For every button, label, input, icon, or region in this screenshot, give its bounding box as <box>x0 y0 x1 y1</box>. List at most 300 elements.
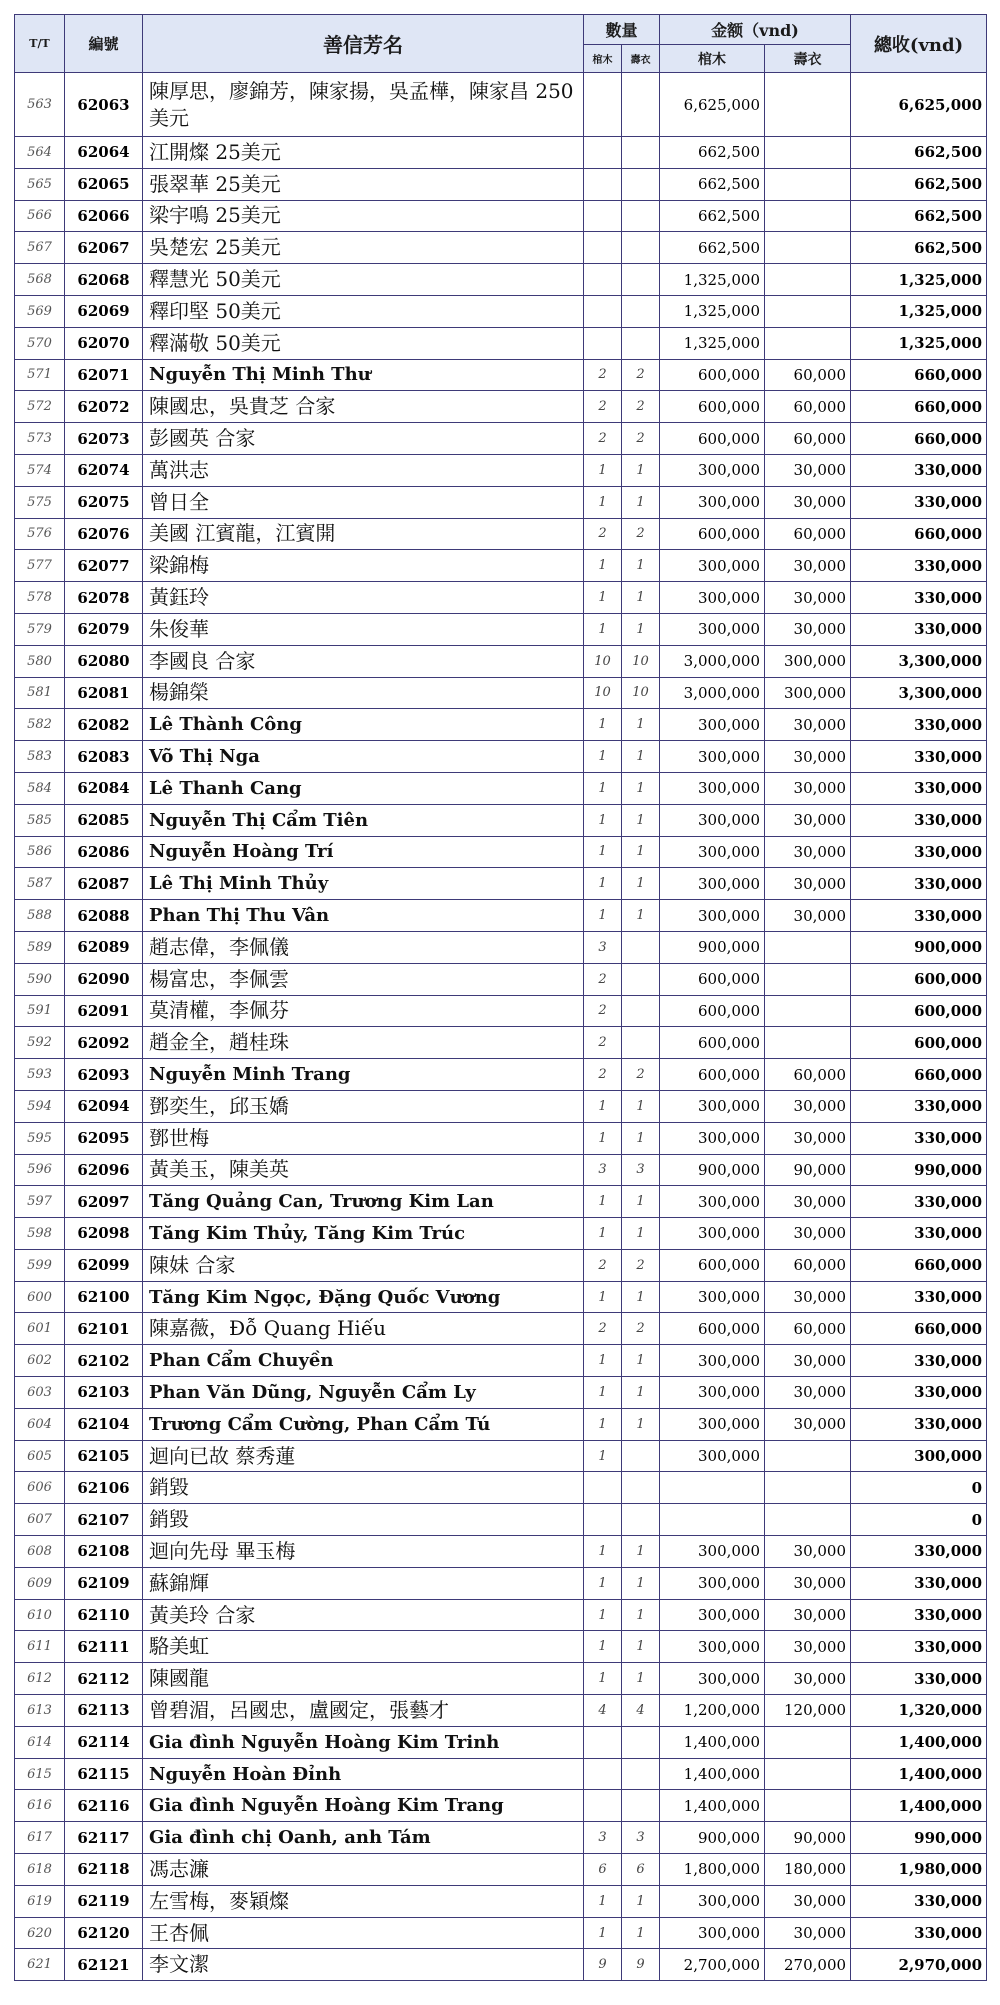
row-code: 62065 <box>65 168 143 200</box>
row-qty-coffin: 1 <box>584 550 622 582</box>
row-code: 62108 <box>65 1536 143 1568</box>
row-qty-robe: 1 <box>622 1631 660 1663</box>
header-amount-robe: 壽衣 <box>765 45 851 73</box>
row-total: 330,000 <box>851 1122 987 1154</box>
row-total: 1,325,000 <box>851 264 987 296</box>
row-qty-coffin: 9 <box>584 1949 622 1981</box>
row-code: 62102 <box>65 1345 143 1377</box>
row-amount-coffin: 600,000 <box>660 518 765 550</box>
row-amount-robe: 30,000 <box>765 486 851 518</box>
row-amount-coffin: 300,000 <box>660 741 765 773</box>
row-qty-coffin <box>584 1758 622 1790</box>
row-qty-robe: 1 <box>622 1090 660 1122</box>
row-amount-robe: 30,000 <box>765 613 851 645</box>
row-qty-coffin: 1 <box>584 1631 622 1663</box>
row-qty-robe: 1 <box>622 804 660 836</box>
row-code: 62101 <box>65 1313 143 1345</box>
row-name: 黃鈺玲 <box>143 582 584 614</box>
table-row <box>15 1313 987 1345</box>
row-qty-coffin: 1 <box>584 454 622 486</box>
row-code: 62115 <box>65 1758 143 1790</box>
row-qty-coffin: 2 <box>584 391 622 423</box>
row-qty-robe <box>622 995 660 1027</box>
row-tt: 580 <box>15 645 65 677</box>
row-total: 900,000 <box>851 931 987 963</box>
row-code: 62117 <box>65 1822 143 1854</box>
row-name: 李國良 合家 <box>143 645 584 677</box>
table-row <box>15 709 987 741</box>
row-tt: 570 <box>15 327 65 359</box>
row-tt: 621 <box>15 1949 65 1981</box>
table-row <box>15 804 987 836</box>
row-amount-robe <box>765 1758 851 1790</box>
row-code: 62080 <box>65 645 143 677</box>
row-code: 62106 <box>65 1472 143 1504</box>
row-amount-robe: 30,000 <box>765 1536 851 1568</box>
row-total: 330,000 <box>851 1218 987 1250</box>
row-qty-robe <box>622 931 660 963</box>
row-name: 王杏佩 <box>143 1917 584 1949</box>
row-name: Nguyễn Thị Cẩm Tiên <box>143 804 584 836</box>
row-tt: 605 <box>15 1440 65 1472</box>
row-qty-robe <box>622 1790 660 1822</box>
row-qty-robe <box>622 137 660 169</box>
row-amount-coffin: 300,000 <box>660 1408 765 1440</box>
table-row <box>15 264 987 296</box>
row-code: 62064 <box>65 137 143 169</box>
row-amount-coffin: 300,000 <box>660 613 765 645</box>
table-row <box>15 1567 987 1599</box>
row-amount-robe: 30,000 <box>765 1917 851 1949</box>
row-total: 662,500 <box>851 168 987 200</box>
row-amount-robe <box>765 73 851 137</box>
table-row <box>15 486 987 518</box>
row-tt: 606 <box>15 1472 65 1504</box>
row-total: 330,000 <box>851 1567 987 1599</box>
row-qty-robe: 1 <box>622 486 660 518</box>
row-total: 330,000 <box>851 1186 987 1218</box>
row-qty-coffin <box>584 73 622 137</box>
row-tt: 578 <box>15 582 65 614</box>
table-row <box>15 1822 987 1854</box>
row-qty-coffin <box>584 264 622 296</box>
row-amount-robe <box>765 1440 851 1472</box>
donation-sheet <box>14 14 986 1981</box>
row-amount-coffin: 600,000 <box>660 359 765 391</box>
row-qty-robe <box>622 327 660 359</box>
header-qty-coffin: 棺木 <box>584 45 622 73</box>
row-tt: 599 <box>15 1249 65 1281</box>
row-name: 馮志濂 <box>143 1854 584 1886</box>
row-tt: 589 <box>15 931 65 963</box>
row-amount-coffin: 300,000 <box>660 454 765 486</box>
table-row <box>15 868 987 900</box>
row-code: 62113 <box>65 1695 143 1727</box>
row-qty-robe <box>622 232 660 264</box>
row-code: 62096 <box>65 1154 143 1186</box>
row-name: 曾碧湄，呂國忠，盧國定，張藝才 <box>143 1695 584 1727</box>
table-row <box>15 1758 987 1790</box>
row-amount-robe: 30,000 <box>765 1885 851 1917</box>
row-code: 62066 <box>65 200 143 232</box>
table-row <box>15 1631 987 1663</box>
row-tt: 565 <box>15 168 65 200</box>
row-code: 62084 <box>65 772 143 804</box>
row-amount-robe: 30,000 <box>765 1663 851 1695</box>
table-row <box>15 1663 987 1695</box>
table-row <box>15 1122 987 1154</box>
table-row <box>15 1408 987 1440</box>
row-amount-coffin: 1,325,000 <box>660 327 765 359</box>
table-row <box>15 518 987 550</box>
row-name: 陳嘉薇，Đỗ Quang Hiếu <box>143 1313 584 1345</box>
row-name: 迴向已故 蔡秀蓮 <box>143 1440 584 1472</box>
row-amount-coffin: 900,000 <box>660 931 765 963</box>
row-code: 62090 <box>65 963 143 995</box>
row-amount-robe <box>765 327 851 359</box>
row-name: 趙志偉，李佩儀 <box>143 931 584 963</box>
row-qty-coffin: 1 <box>584 1186 622 1218</box>
row-name: Phan Cẩm Chuyền <box>143 1345 584 1377</box>
header-amount-coffin: 棺木 <box>660 45 765 73</box>
row-tt: 613 <box>15 1695 65 1727</box>
row-total: 0 <box>851 1504 987 1536</box>
row-amount-coffin <box>660 1504 765 1536</box>
row-code: 62111 <box>65 1631 143 1663</box>
table-row <box>15 1345 987 1377</box>
row-name: Gia đình chị Oanh, anh Tám <box>143 1822 584 1854</box>
row-code: 62107 <box>65 1504 143 1536</box>
row-qty-coffin: 1 <box>584 1567 622 1599</box>
table-row <box>15 1536 987 1568</box>
row-total: 1,980,000 <box>851 1854 987 1886</box>
row-amount-coffin: 300,000 <box>660 1663 765 1695</box>
row-amount-robe <box>765 1027 851 1059</box>
row-total: 1,325,000 <box>851 327 987 359</box>
row-total: 330,000 <box>851 900 987 932</box>
row-total: 330,000 <box>851 772 987 804</box>
table-row <box>15 677 987 709</box>
row-qty-coffin: 1 <box>584 1599 622 1631</box>
row-total: 6,625,000 <box>851 73 987 137</box>
table-row <box>15 200 987 232</box>
row-name: Lê Thành Công <box>143 709 584 741</box>
row-code: 62069 <box>65 295 143 327</box>
row-name: 江開燦 25美元 <box>143 137 584 169</box>
row-amount-coffin: 300,000 <box>660 550 765 582</box>
row-amount-coffin: 300,000 <box>660 1377 765 1409</box>
row-code: 62098 <box>65 1218 143 1250</box>
row-amount-coffin: 600,000 <box>660 1059 765 1091</box>
row-code: 62068 <box>65 264 143 296</box>
row-name: 陳國龍 <box>143 1663 584 1695</box>
row-amount-robe: 30,000 <box>765 1567 851 1599</box>
row-qty-coffin: 3 <box>584 931 622 963</box>
row-qty-robe <box>622 200 660 232</box>
row-qty-coffin: 3 <box>584 1154 622 1186</box>
row-amount-robe: 300,000 <box>765 645 851 677</box>
row-tt: 598 <box>15 1218 65 1250</box>
row-qty-robe: 1 <box>622 1377 660 1409</box>
row-amount-robe: 30,000 <box>765 1599 851 1631</box>
row-code: 62076 <box>65 518 143 550</box>
row-qty-coffin: 3 <box>584 1822 622 1854</box>
row-total: 660,000 <box>851 518 987 550</box>
row-tt: 564 <box>15 137 65 169</box>
row-name: Lê Thanh Cang <box>143 772 584 804</box>
table-row <box>15 1281 987 1313</box>
row-tt: 579 <box>15 613 65 645</box>
row-total: 330,000 <box>851 1663 987 1695</box>
row-amount-coffin: 1,400,000 <box>660 1726 765 1758</box>
row-amount-coffin: 300,000 <box>660 1536 765 1568</box>
row-amount-robe: 60,000 <box>765 1313 851 1345</box>
row-code: 62091 <box>65 995 143 1027</box>
row-total: 330,000 <box>851 1536 987 1568</box>
row-qty-coffin: 1 <box>584 486 622 518</box>
row-amount-robe: 60,000 <box>765 391 851 423</box>
row-name: 梁錦梅 <box>143 550 584 582</box>
table-row <box>15 1726 987 1758</box>
row-amount-robe <box>765 232 851 264</box>
row-tt: 607 <box>15 1504 65 1536</box>
row-qty-robe: 1 <box>622 1599 660 1631</box>
row-qty-coffin <box>584 1726 622 1758</box>
row-code: 62075 <box>65 486 143 518</box>
row-qty-robe: 3 <box>622 1822 660 1854</box>
row-tt: 576 <box>15 518 65 550</box>
row-amount-coffin: 1,400,000 <box>660 1758 765 1790</box>
row-code: 62092 <box>65 1027 143 1059</box>
row-amount-coffin <box>660 1472 765 1504</box>
row-amount-coffin: 300,000 <box>660 804 765 836</box>
row-amount-coffin: 300,000 <box>660 1186 765 1218</box>
row-name: 鄧世梅 <box>143 1122 584 1154</box>
table-row <box>15 1059 987 1091</box>
row-qty-coffin: 2 <box>584 1313 622 1345</box>
row-code: 62073 <box>65 423 143 455</box>
row-amount-coffin: 900,000 <box>660 1154 765 1186</box>
row-qty-coffin: 1 <box>584 1440 622 1472</box>
row-qty-robe: 2 <box>622 1059 660 1091</box>
row-total: 660,000 <box>851 359 987 391</box>
row-amount-robe: 30,000 <box>765 772 851 804</box>
row-qty-robe: 1 <box>622 1408 660 1440</box>
row-name: Nguyễn Thị Minh Thư <box>143 359 584 391</box>
row-total: 330,000 <box>851 1090 987 1122</box>
row-amount-coffin: 300,000 <box>660 1218 765 1250</box>
row-total: 662,500 <box>851 200 987 232</box>
row-qty-coffin: 10 <box>584 677 622 709</box>
row-name: 銷毀 <box>143 1472 584 1504</box>
table-row <box>15 1695 987 1727</box>
row-total: 990,000 <box>851 1822 987 1854</box>
row-qty-robe: 1 <box>622 868 660 900</box>
row-name: 梁宇鳴 25美元 <box>143 200 584 232</box>
row-amount-robe <box>765 931 851 963</box>
table-row <box>15 1186 987 1218</box>
table-row <box>15 168 987 200</box>
row-qty-robe: 1 <box>622 582 660 614</box>
row-total: 330,000 <box>851 613 987 645</box>
row-name: 吳楚宏 25美元 <box>143 232 584 264</box>
row-code: 62109 <box>65 1567 143 1599</box>
table-row <box>15 613 987 645</box>
row-amount-robe <box>765 295 851 327</box>
row-qty-robe: 10 <box>622 677 660 709</box>
row-code: 62114 <box>65 1726 143 1758</box>
row-total: 330,000 <box>851 804 987 836</box>
row-tt: 610 <box>15 1599 65 1631</box>
row-amount-coffin: 662,500 <box>660 137 765 169</box>
table-row <box>15 1218 987 1250</box>
row-qty-robe: 1 <box>622 1663 660 1695</box>
row-code: 62070 <box>65 327 143 359</box>
row-code: 62120 <box>65 1917 143 1949</box>
table-row <box>15 741 987 773</box>
row-amount-coffin: 1,800,000 <box>660 1854 765 1886</box>
row-amount-coffin: 300,000 <box>660 772 765 804</box>
row-code: 62082 <box>65 709 143 741</box>
row-amount-coffin: 300,000 <box>660 868 765 900</box>
row-qty-robe: 1 <box>622 836 660 868</box>
row-code: 62094 <box>65 1090 143 1122</box>
row-name: Phan Văn Dũng, Nguyễn Cẩm Ly <box>143 1377 584 1409</box>
row-code: 62095 <box>65 1122 143 1154</box>
row-tt: 596 <box>15 1154 65 1186</box>
row-amount-robe: 30,000 <box>765 1377 851 1409</box>
row-total: 330,000 <box>851 1631 987 1663</box>
row-total: 1,400,000 <box>851 1726 987 1758</box>
row-amount-coffin: 2,700,000 <box>660 1949 765 1981</box>
row-code: 62071 <box>65 359 143 391</box>
row-code: 62063 <box>65 73 143 137</box>
row-total: 3,300,000 <box>851 645 987 677</box>
row-amount-coffin: 900,000 <box>660 1822 765 1854</box>
row-qty-robe: 4 <box>622 1695 660 1727</box>
row-tt: 592 <box>15 1027 65 1059</box>
row-total: 330,000 <box>851 836 987 868</box>
row-name: 趙金全，趙桂珠 <box>143 1027 584 1059</box>
row-amount-robe: 120,000 <box>765 1695 851 1727</box>
row-code: 62093 <box>65 1059 143 1091</box>
row-amount-coffin: 6,625,000 <box>660 73 765 137</box>
row-amount-coffin: 300,000 <box>660 900 765 932</box>
row-qty-robe: 1 <box>622 1567 660 1599</box>
row-amount-coffin: 300,000 <box>660 1122 765 1154</box>
row-qty-coffin: 1 <box>584 1408 622 1440</box>
row-qty-coffin: 1 <box>584 772 622 804</box>
row-name: Trương Cẩm Cường, Phan Cẩm Tú <box>143 1408 584 1440</box>
row-name: 張翠華 25美元 <box>143 168 584 200</box>
row-total: 330,000 <box>851 1885 987 1917</box>
row-name: 鄧奕生，邱玉嬌 <box>143 1090 584 1122</box>
row-amount-coffin: 300,000 <box>660 1599 765 1631</box>
row-amount-coffin: 300,000 <box>660 1567 765 1599</box>
row-total: 1,400,000 <box>851 1790 987 1822</box>
row-amount-coffin: 1,325,000 <box>660 264 765 296</box>
table-row <box>15 1854 987 1886</box>
row-amount-robe: 270,000 <box>765 1949 851 1981</box>
row-qty-robe <box>622 963 660 995</box>
row-amount-robe: 60,000 <box>765 423 851 455</box>
row-amount-robe: 30,000 <box>765 1090 851 1122</box>
row-name: 釋慧光 50美元 <box>143 264 584 296</box>
header-tt: T/T <box>15 15 65 73</box>
row-qty-robe: 1 <box>622 1536 660 1568</box>
table-row <box>15 900 987 932</box>
row-qty-coffin <box>584 232 622 264</box>
row-tt: 595 <box>15 1122 65 1154</box>
row-code: 62099 <box>65 1249 143 1281</box>
row-code: 62097 <box>65 1186 143 1218</box>
row-code: 62077 <box>65 550 143 582</box>
row-tt: 581 <box>15 677 65 709</box>
row-amount-robe: 30,000 <box>765 454 851 486</box>
row-total: 1,400,000 <box>851 1758 987 1790</box>
row-qty-robe: 2 <box>622 423 660 455</box>
row-qty-coffin <box>584 295 622 327</box>
row-tt: 573 <box>15 423 65 455</box>
row-qty-robe: 2 <box>622 518 660 550</box>
row-amount-coffin: 1,200,000 <box>660 1695 765 1727</box>
row-code: 62067 <box>65 232 143 264</box>
table-row <box>15 454 987 486</box>
row-amount-coffin: 300,000 <box>660 582 765 614</box>
row-code: 62110 <box>65 1599 143 1631</box>
row-tt: 615 <box>15 1758 65 1790</box>
row-code: 62121 <box>65 1949 143 1981</box>
row-amount-coffin: 300,000 <box>660 1281 765 1313</box>
row-tt: 584 <box>15 772 65 804</box>
row-qty-robe <box>622 1027 660 1059</box>
donation-rows <box>15 73 987 1981</box>
row-code: 62100 <box>65 1281 143 1313</box>
row-amount-robe: 30,000 <box>765 1631 851 1663</box>
row-qty-robe: 2 <box>622 359 660 391</box>
table-row <box>15 995 987 1027</box>
row-qty-coffin: 2 <box>584 359 622 391</box>
row-total: 330,000 <box>851 1281 987 1313</box>
row-code: 62087 <box>65 868 143 900</box>
row-amount-robe <box>765 1790 851 1822</box>
row-tt: 575 <box>15 486 65 518</box>
row-qty-coffin: 2 <box>584 995 622 1027</box>
row-amount-coffin: 600,000 <box>660 963 765 995</box>
row-total: 330,000 <box>851 1377 987 1409</box>
row-total: 330,000 <box>851 582 987 614</box>
row-amount-coffin: 300,000 <box>660 1090 765 1122</box>
row-tt: 590 <box>15 963 65 995</box>
row-name: 釋印堅 50美元 <box>143 295 584 327</box>
row-qty-robe: 1 <box>622 900 660 932</box>
table-row <box>15 1885 987 1917</box>
table-row <box>15 645 987 677</box>
row-qty-robe: 1 <box>622 1186 660 1218</box>
row-total: 330,000 <box>851 486 987 518</box>
table-row <box>15 232 987 264</box>
table-row <box>15 137 987 169</box>
row-total: 990,000 <box>851 1154 987 1186</box>
row-name: 朱俊華 <box>143 613 584 645</box>
row-qty-coffin: 1 <box>584 1917 622 1949</box>
row-qty-robe: 1 <box>622 741 660 773</box>
row-name: Nguyễn Minh Trang <box>143 1059 584 1091</box>
row-amount-coffin: 300,000 <box>660 1885 765 1917</box>
row-amount-robe: 30,000 <box>765 1186 851 1218</box>
row-tt: 597 <box>15 1186 65 1218</box>
row-total: 1,320,000 <box>851 1695 987 1727</box>
